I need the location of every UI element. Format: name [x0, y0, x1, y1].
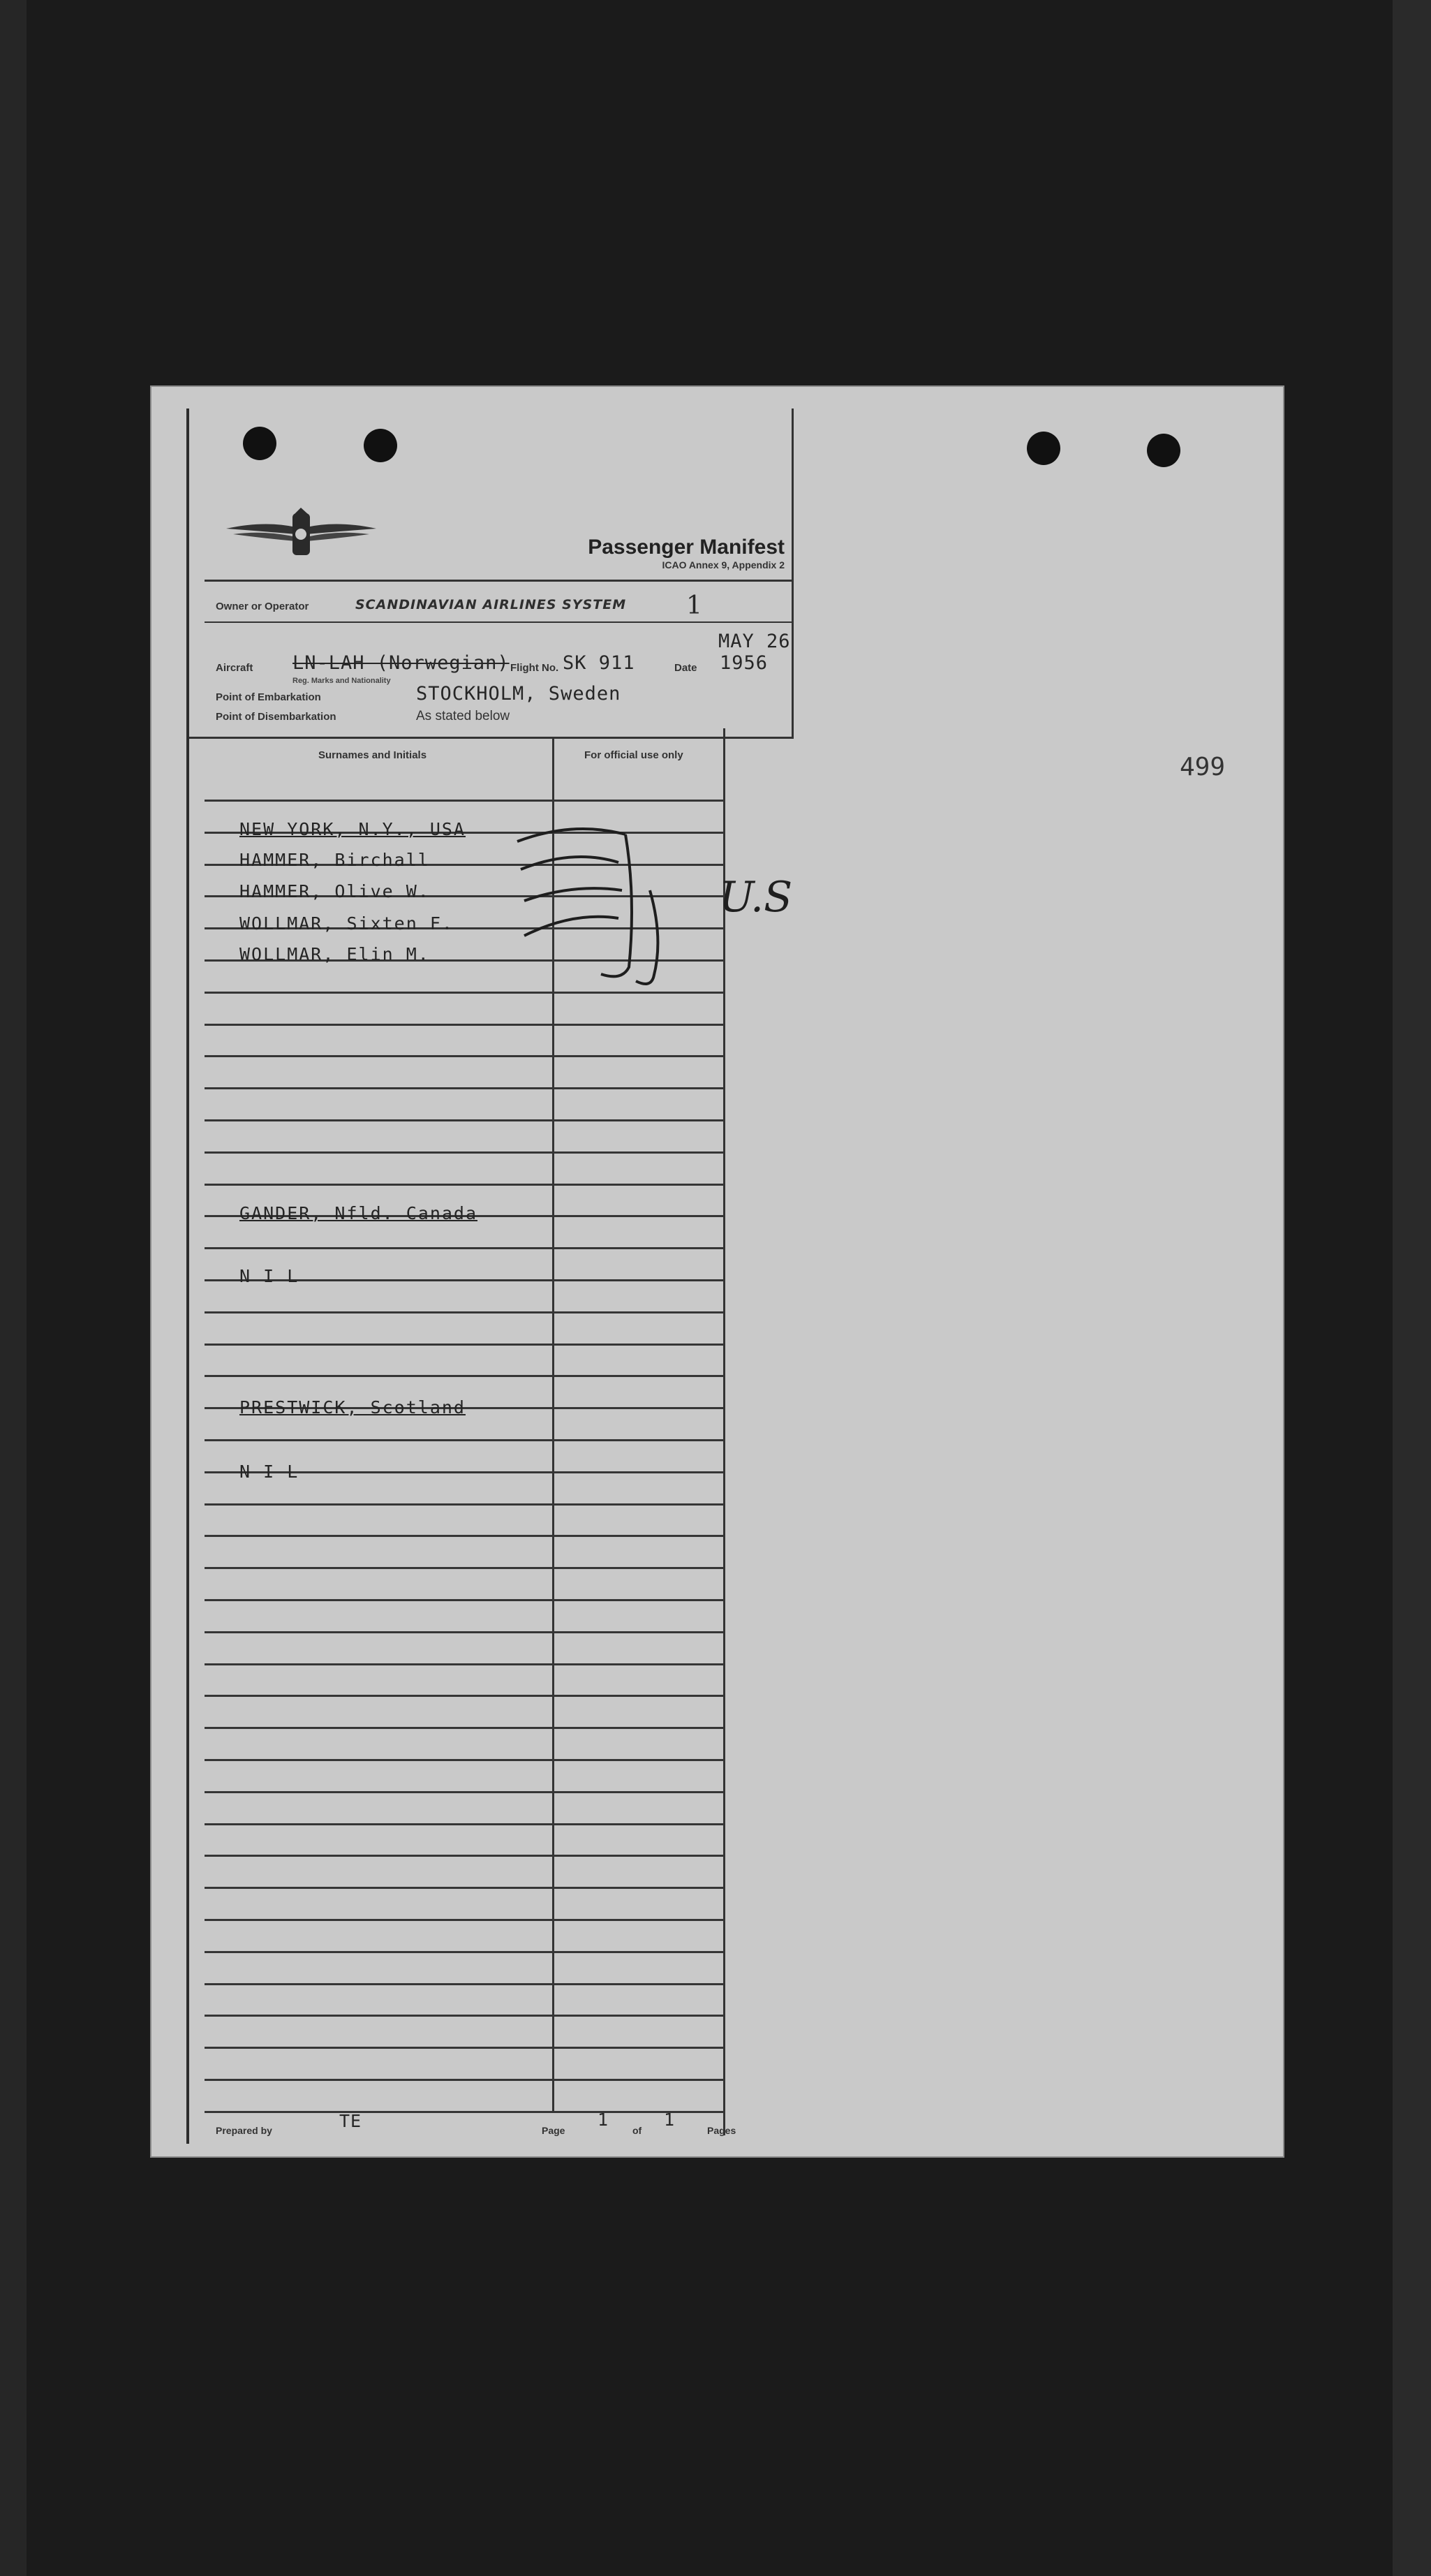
owner-label: Owner or Operator: [216, 601, 309, 612]
table-rule-line: [205, 1919, 725, 1921]
table-rule-line: [205, 1823, 725, 1825]
date-value-line2: 1956: [720, 652, 769, 674]
form-footer: [189, 2112, 741, 2144]
of-label: of: [632, 2125, 642, 2136]
disembarkation-value: As stated below: [416, 709, 510, 723]
table-rule-line: [205, 1983, 725, 1985]
page-label: Page: [542, 2125, 565, 2136]
pages-label: Pages: [707, 2125, 736, 2136]
table-row: N I L: [239, 1462, 299, 1482]
header-rule: [205, 580, 792, 582]
table-rule-line: [205, 1855, 725, 1857]
handwritten-check-marks: [496, 814, 748, 995]
embarkation-label: Point of Embarkation: [216, 691, 321, 703]
table-rule-line: [205, 1887, 725, 1889]
page-number-stamp: 499: [1180, 753, 1226, 781]
table-rule-line: [205, 1695, 725, 1697]
prepared-by-label: Prepared by: [216, 2125, 272, 2136]
punch-hole-3: [1027, 432, 1060, 465]
table-rule-line: [205, 1184, 725, 1186]
aircraft-value: LN-LAH (Norwegian): [292, 652, 510, 674]
form-header: [189, 409, 794, 739]
table-row: WOLLMAR, Elin M.: [239, 944, 430, 964]
owner-handwritten-mark: 1: [686, 591, 703, 620]
owner-value: SCANDINAVIAN AIRLINES SYSTEM: [355, 597, 627, 612]
col-header-surnames: Surnames and Initials: [318, 749, 427, 761]
table-rule-line: [205, 1663, 725, 1665]
table-rule-line: [205, 1247, 725, 1249]
disembarkation-label: Point of Disembarkation: [216, 711, 336, 723]
prepared-by-value: TE: [339, 2111, 362, 2131]
col-header-official-use: For official use only: [584, 749, 683, 761]
table-rule-line: [205, 1087, 725, 1089]
table-rule-line: [205, 2047, 725, 2049]
table-rule-line: [205, 1439, 725, 1441]
punch-hole-4: [1147, 434, 1180, 467]
table-rule-line: [205, 1727, 725, 1729]
table-rule-line: [205, 2079, 725, 2081]
table-rule-line: [205, 1055, 725, 1057]
aircraft-label: Aircraft: [216, 662, 253, 674]
table-rule-line: [205, 1567, 725, 1569]
table-rule-line: [205, 1759, 725, 1761]
owner-rule: [205, 621, 792, 623]
table-rule-line: [205, 1951, 725, 1953]
scan-border-right: [1393, 0, 1431, 2576]
manifest-form: [186, 409, 792, 2144]
passenger-table: [189, 737, 741, 2112]
table-rule-line: [205, 1503, 725, 1506]
table-row: N I L: [239, 1266, 299, 1286]
table-rule-line: [205, 1631, 725, 1633]
table-rule-line: [205, 1599, 725, 1601]
table-rule-line: [205, 1311, 725, 1313]
table-rule-line: [205, 1344, 725, 1346]
table-rule-line: [205, 1119, 725, 1121]
date-label: Date: [674, 662, 697, 674]
airline-wings-logo-icon: [223, 506, 380, 562]
table-row: PRESTWICK, Scotland: [239, 1397, 466, 1418]
table-rule-line: [205, 800, 725, 802]
flight-no-label: Flight No.: [510, 662, 559, 674]
form-subtitle: ICAO Annex 9, Appendix 2: [662, 559, 785, 571]
table-rule-line: [205, 1535, 725, 1537]
pages-value: 1: [664, 2110, 676, 2130]
flight-no-value: SK 911: [563, 652, 635, 674]
table-row: HAMMER, Birchall: [239, 850, 430, 870]
handwritten-note: U.S: [719, 873, 793, 922]
page-value: 1: [598, 2110, 609, 2130]
table-rule-line: [205, 1151, 725, 1154]
table-row: NEW YORK, N.Y., USA: [239, 819, 466, 839]
reg-marks-label: Reg. Marks and Nationality: [292, 677, 391, 685]
table-rule-line: [205, 1791, 725, 1793]
table-row: HAMMER, Olive W.: [239, 881, 430, 901]
table-rule-line: [205, 1375, 725, 1377]
table-row: WOLLMAR, Sixten F.: [239, 913, 454, 934]
date-value-line1: MAY 26: [718, 631, 791, 652]
table-rule-line: [205, 2015, 725, 2017]
scan-border-left: [0, 0, 27, 2576]
embarkation-value: STOCKHOLM, Sweden: [416, 683, 621, 705]
table-rule-line: [205, 1024, 725, 1026]
form-title: Passenger Manifest: [588, 536, 785, 559]
table-row: GANDER, Nfld. Canada: [239, 1203, 478, 1223]
